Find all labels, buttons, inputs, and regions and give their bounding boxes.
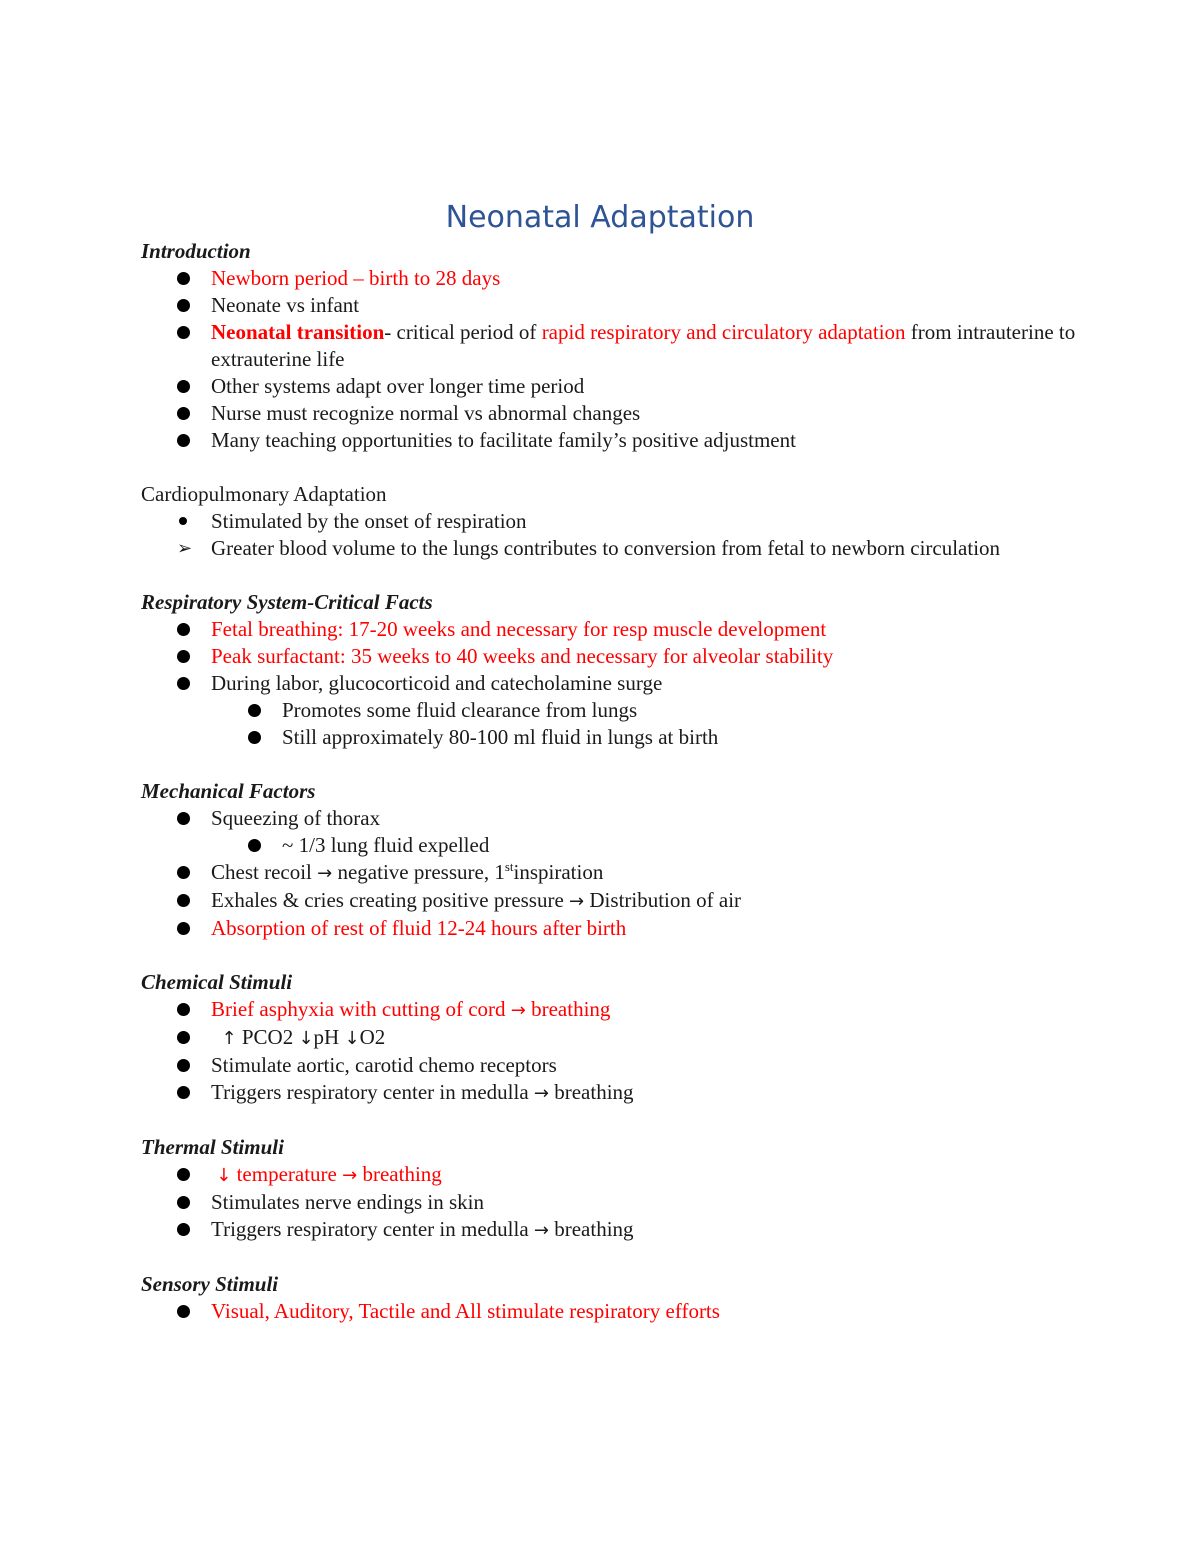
list-item: Squeezing of thorax [141,805,1081,832]
bullet-icon [177,373,201,400]
list-item: During labor, glucocorticoid and catecholamine surge [141,670,1081,697]
arrow-right-icon: → [533,1083,549,1104]
bullet-icon [177,1052,201,1079]
list-item: Exhales & cries creating positive pressure → Distribution of air [141,887,1081,915]
list-item: Many teaching opportunities to facilitate family’s positive adjustment [141,427,1081,454]
bullet-icon [177,915,201,942]
section-heading-cardiopulmonary: Cardiopulmonary Adaptation [141,482,387,506]
thermal-list [141,1161,1081,1244]
section-heading-respiratory: Respiratory System-Critical Facts [141,590,433,614]
arrow-right-icon: → [533,1220,549,1241]
bullet-icon [177,887,201,914]
list-item: Brief asphyxia with cutting of cord → breathing [141,996,1081,1024]
arrow-right-icon: → [510,1000,526,1021]
list-item: Triggers respiratory center in medulla → breathing [141,1079,1081,1107]
list-item: ➢ Greater blood volume to the lungs contributes to conversion from fetal to newborn circulation [177,536,1001,560]
bullet-icon [177,400,201,427]
bullet-icon [177,1024,201,1051]
list-item: Stimulates nerve endings in skin [141,1189,1081,1216]
bullet-icon [177,805,201,832]
list-item: Fetal breathing: 17-20 weeks and necessary for resp muscle development [141,616,1081,643]
bullet-icon [177,1189,201,1216]
bullet-icon [177,1298,201,1325]
bullet-icon [177,427,201,454]
section-heading-mechanical: Mechanical Factors [141,779,316,803]
bullet-icon [248,832,272,859]
bullet-icon [177,1161,201,1188]
mechanical-list [141,805,1081,942]
list-item: Visual, Auditory, Tactile and All stimulate respiratory efforts [141,1298,1081,1325]
section-heading-chemical: Chemical Stimuli [141,970,293,994]
list-item: ↓ temperature → breathing [141,1161,1081,1189]
page-title: Neonatal Adaptation [445,200,755,235]
section-heading-thermal: Thermal Stimuli [141,1135,284,1159]
list-item: Nurse must recognize normal vs abnormal changes [141,400,1081,427]
list-item: Peak surfactant: 35 weeks to 40 weeks and necessary for alveolar stability [141,643,1081,670]
list-item: Neonatal transition- critical period of rapid respiratory and circulatory adaptation from intrauterine to extrauterine life [141,319,1081,373]
cardiopulmonary-list [141,508,1081,562]
bullet-icon [177,1079,201,1106]
list-item: Newborn period – birth to 28 days [141,265,1081,292]
section-heading-sensory: Sensory Stimuli [141,1272,279,1296]
bullet-icon [177,1216,201,1243]
list-item: Absorption of rest of fluid 12-24 hours after birth [141,915,1081,942]
arrow-down-icon: ↓ [216,1165,232,1186]
list-item: Chest recoil → negative pressure, 1stinspiration [141,859,1081,887]
list-item: Still approximately 80-100 ml fluid in lungs at birth [141,724,1081,751]
bullet-icon [177,616,201,643]
arrow-right-icon: → [317,863,333,884]
list-item: Neonate vs infant [141,292,1081,319]
list-item: Triggers respiratory center in medulla → breathing [141,1216,1081,1244]
list-item: ~ 1/3 lung fluid expelled [141,832,1081,859]
chevron-bullet-icon: ➢ [177,538,193,559]
document-body [141,238,1081,1325]
sensory-list [141,1298,1081,1325]
arrow-down-icon: ↓ [344,1028,360,1049]
arrow-up-icon: ↑ [221,1028,237,1049]
chemical-list [141,996,1081,1107]
arrow-right-icon: → [569,891,585,912]
bullet-icon [177,319,201,346]
list-item: ↑ PCO2 ↓pH ↓O2 [141,1024,1081,1052]
arrow-right-icon: → [342,1165,358,1186]
bullet-icon [177,996,201,1023]
neonatal-transition-term: Neonatal transition [211,320,385,344]
bullet-icon [177,292,201,319]
respiratory-list [141,616,1081,751]
bullet-icon [177,265,201,292]
bullet-icon [248,724,272,751]
bullet-icon [248,697,272,724]
bullet-icon [177,670,201,697]
list-item: Stimulated by the onset of respiration [141,508,1081,535]
bullet-icon [177,508,201,535]
bullet-icon [177,643,201,670]
bullet-icon [177,859,201,886]
list-item: Stimulate aortic, carotid chemo receptors [141,1052,1081,1079]
list-item: Promotes some fluid clearance from lungs [141,697,1081,724]
section-heading-introduction: Introduction [141,239,251,263]
arrow-down-icon: ↓ [298,1028,314,1049]
list-item: Other systems adapt over longer time period [141,373,1081,400]
introduction-list [141,265,1081,454]
